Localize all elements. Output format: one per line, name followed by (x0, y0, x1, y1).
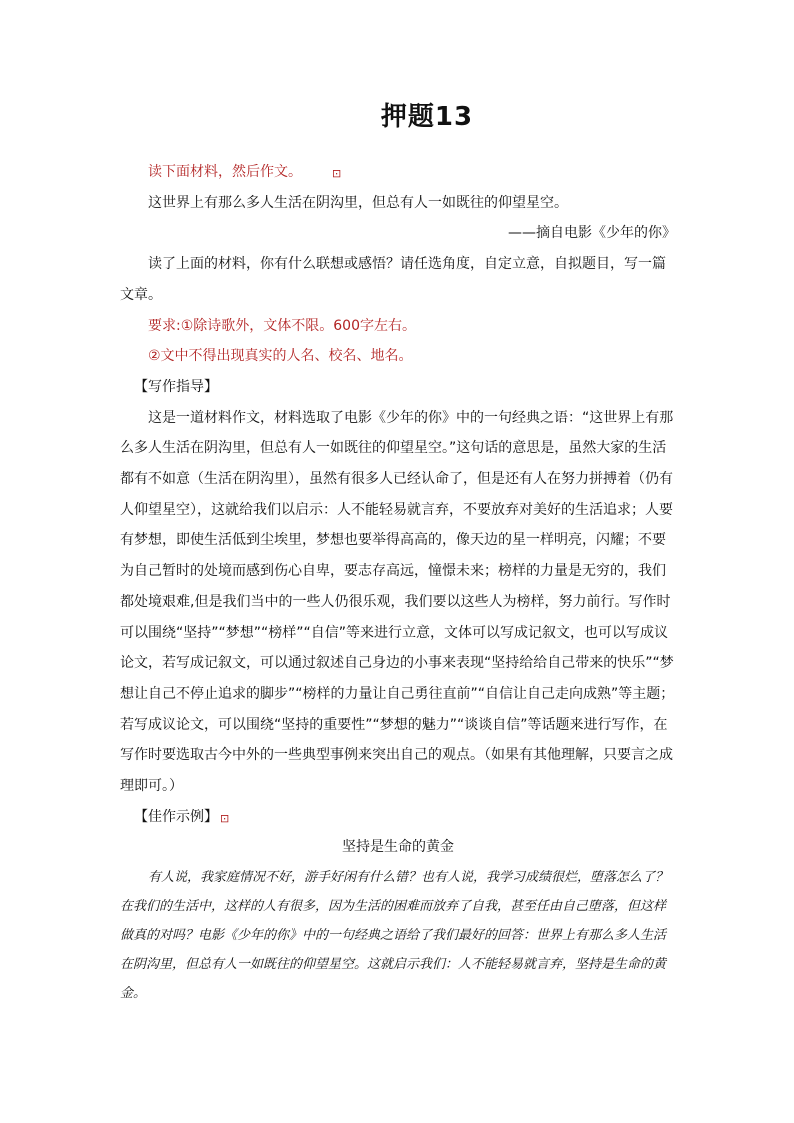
guide-heading: 【写作指导】 (134, 378, 218, 395)
watermark-glyph-icon: ⊡ (220, 811, 230, 825)
instruction-line (120, 157, 676, 188)
requirement-1: 要求:①除诗歌外，文体不限。600字左右。 (148, 317, 416, 334)
material-source: ——摘自电影《少年的你》 (508, 225, 676, 242)
material-quote: 这世界上有那么多人生活在阴沟里，但总有人一如既往的仰望星空。 (148, 194, 568, 211)
page-title: 押题13 (380, 102, 474, 132)
watermark-glyph-icon: ⊡ (332, 167, 342, 180)
essay-title: 坚持是生命的黄金 (342, 839, 454, 856)
essay-paragraph: 有人说，我家庭情况不好，游手好闲有什么错？也有人说，我学习成绩很烂，堕落怎么了？在我们的生活中，这样的人有很多，因为生活的困难而放弃了自我，甚至任由自己堕落，但这样做真的对吗？电影《少年的你》中的一句经典之语给了我们最好的回答：世界上有那么多人生活在阴沟里，但总有人一如既往的仰望星空。这就启示我们：人不能轻易就言弃，坚持是生命的黄金。 (120, 870, 669, 1002)
requirement-2: ②文中不得出现真实的人名、校名、地名。 (148, 348, 413, 365)
guide-paragraph: 这是一道材料作文，材料选取了电影《少年的你》中的一句经典之语：“这世界上有那么多人生活在阴沟里，但总有人一如既往的仰望星空。”这句话的意思是，虽然大家的生活都有不如意（生活在阴沟里），虽然有很多人已经认命了，但是还有人在努力拼搏着（仍有人仰望星空），这就给我们以启示：人不能轻易就言弃，不要放弃对美好的生活追求；人要有梦想，即使生活低到尘埃里，梦想也要举得高高的，像天边的星一样明亮，闪耀；不要为自己暂时的处境而感到伤心自卑，要志存高远，憧憬未来；榜样的力量是无穷的，我们都处境艰难,但是我们当中的一些人仍很乐观，我们要以这些人为榜样，努力前行。写作时可以围绕“坚持”“梦想”“榜样”“自信”等来进行立意，文体可以写成记叙文，也可以写成议论文，若写成记叙文，可以通过叙述自己身边的小事来表现“坚持给给自己带来的快乐”“梦想让自己不停止追求的脚步”“榜样的力量让自己勇往直前”“自信让自己走向成熟”等主题；若写成议论文，可以围绕“坚持的重要性”“梦想的魅力”“谈谈自信”等话题来进行写作，在写作时要选取古今中外的一些典型事例来突出自己的观点。（如果有其他理解，只要言之成理即可。） (120, 409, 675, 795)
document-body (120, 157, 676, 1008)
instruction-text: 读下面材料，然后作文。 (148, 164, 302, 180)
writing-prompt: 读了上面的材料，你有什么联想或感悟？请任选角度，自定立意，自拟题目，写一篇文章。 (120, 256, 666, 303)
example-heading: 【佳作示例】 (134, 808, 218, 825)
example-heading-line (120, 802, 676, 833)
